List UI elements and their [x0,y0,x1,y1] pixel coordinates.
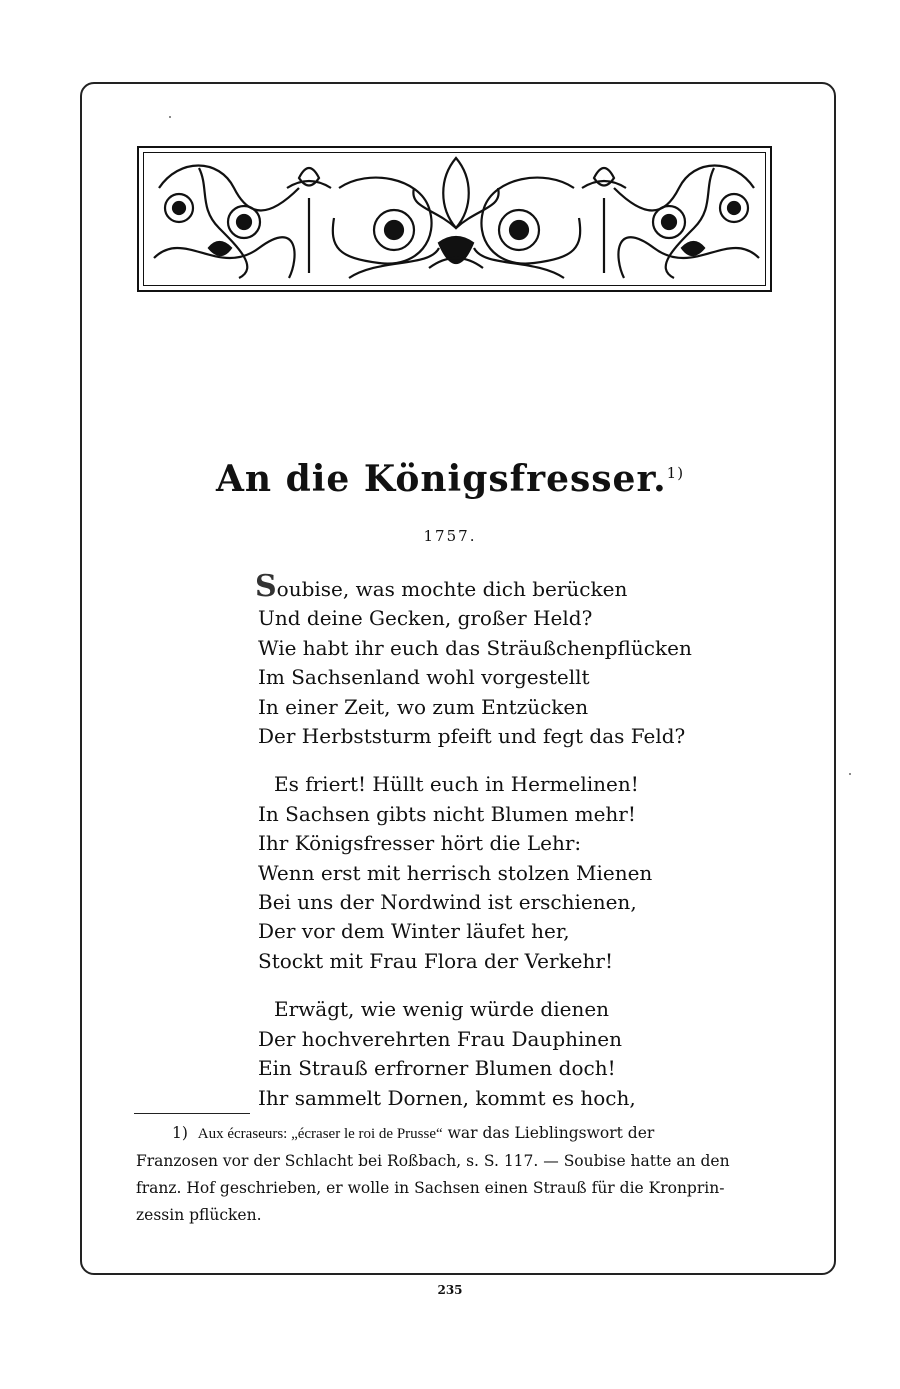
poem-line: Der hochverehrten Frau Dauphinen [258,1026,622,1051]
footnote-french-quote: Aux écraseurs: „écraser le roi de Prusse“ [197,1126,443,1142]
poem-title [0,458,900,500]
stanza-1 [255,569,698,751]
poem-line: Erwägt, wie wenig würde dienen [274,997,610,1022]
poem-line: Ihr Königsfresser hört die Lehr: [258,831,582,856]
footnote-marker: 1) [172,1124,188,1142]
poem-line: Im Sachsenland wohl vorgestellt [258,665,590,690]
poem-line: Ihr sammelt Dornen, kommt es hoch, [258,1085,636,1110]
poem-line [255,569,698,604]
print-speck [169,116,171,118]
poem-line-text: oubise, was mochte dich berücken [276,577,628,601]
poem-line: Wenn erst mit herrisch stolzen Mienen [258,860,653,885]
poem-year: 1757. [423,527,477,545]
ornamental-header-vignette [137,146,772,292]
poem-body [255,569,698,1132]
footnote-line: franz. Hof geschrieben, er wolle in Sachsen einen Strauß für die Kronprin- [136,1179,725,1197]
drop-capital: S [255,569,277,604]
poem-line: Der vor dem Winter läufet her, [258,919,570,944]
footnote-line: zessin pflücken. [136,1206,262,1224]
footnote-divider [134,1113,250,1114]
poem-line: Ein Strauß erfrorner Blumen doch! [258,1056,616,1081]
page-number: 235 [437,1283,463,1297]
poem-line: Und deine Gecken, großer Held? [258,606,593,631]
poem-line: Bei uns der Nordwind ist erschienen, [258,890,637,915]
print-speck [849,773,851,775]
poem-line: Der Herbststurm pfeift und fegt das Feld? [258,724,686,749]
poem-line: In Sachsen gibts nicht Blumen mehr! [258,801,636,826]
footnote-line [136,1120,776,1148]
poem-title-text: An die Königsfresser. [215,458,667,500]
footnote [136,1120,776,1229]
title-footnote-marker: 1) [666,464,685,482]
stanza-2 [258,770,698,976]
footnote-line: Franzosen vor der Schlacht bei Roßbach, s. S. 117. — Soubise hatte an den [136,1152,730,1170]
poem-line: Stockt mit Frau Flora der Verkehr! [258,948,613,973]
footnote-text: war das Lieblingswort der [447,1124,655,1142]
floral-ornament-icon [139,148,774,294]
poem-line: Es friert! Hüllt euch in Hermelinen! [274,772,639,797]
poem-line: In einer Zeit, wo zum Entzücken [258,694,589,719]
stanza-3 [258,995,698,1113]
poem-line: Wie habt ihr euch das Sträußchenpflücken [258,635,692,660]
